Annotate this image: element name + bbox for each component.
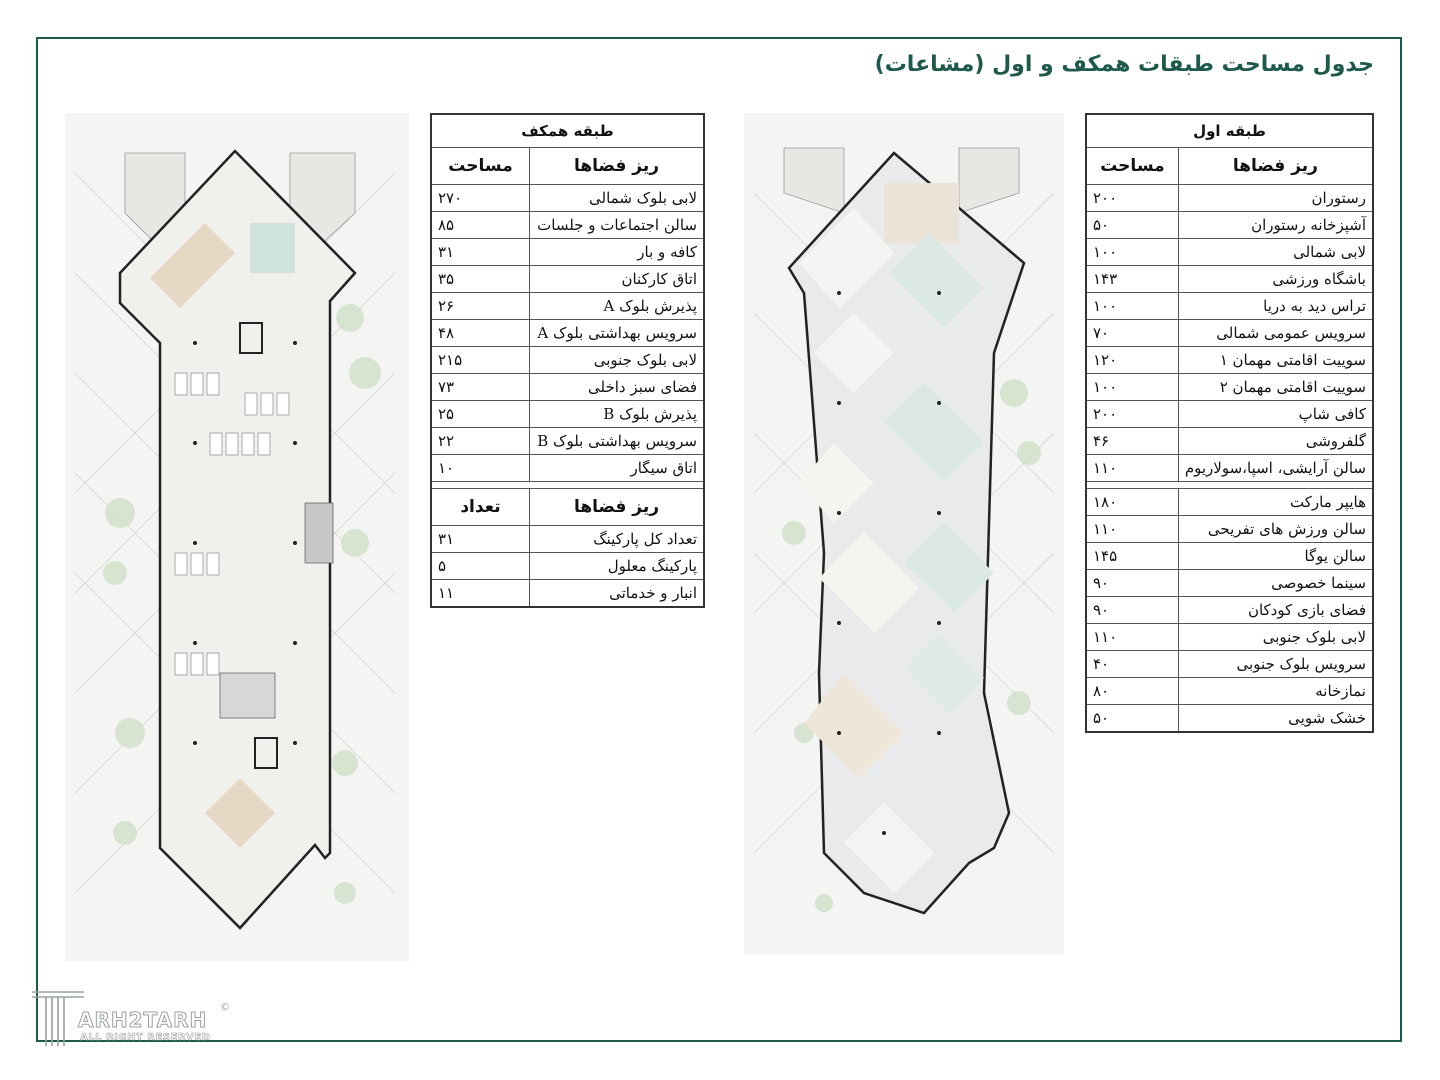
area-cell: ۴۶ <box>1086 428 1178 455</box>
area-cell: ۷۳ <box>431 374 530 401</box>
table-row <box>1086 293 1373 320</box>
area-cell: ۱۰۰ <box>1086 374 1178 401</box>
count-cell: ۱۱ <box>431 580 530 608</box>
space-name-cell: تعداد کل پارکینگ <box>530 526 705 553</box>
area-cell: ۵۰ <box>1086 705 1178 733</box>
area-cell: ۴۸ <box>431 320 530 347</box>
parking-row <box>431 553 704 580</box>
tarh2tarh-logo <box>28 988 238 1054</box>
table-row <box>1086 678 1373 705</box>
first-floor-caption: طبقه اول <box>1086 114 1373 148</box>
space-name-cell: سالن ورزش های تفریحی <box>1178 516 1373 543</box>
area-cell: ۹۰ <box>1086 597 1178 624</box>
table-row <box>1086 570 1373 597</box>
table-row <box>1086 212 1373 239</box>
space-name-cell: لابی بلوک جنوبی <box>1178 624 1373 651</box>
ground-floor-plan <box>65 113 409 961</box>
table-row <box>431 239 704 266</box>
space-name-cell: پارکینگ معلول <box>530 553 705 580</box>
space-name-cell: سرویس بلوک جنوبی <box>1178 651 1373 678</box>
area-cell: ۱۱۰ <box>1086 516 1178 543</box>
space-name-cell: فضای بازی کودکان <box>1178 597 1373 624</box>
parking-row <box>431 580 704 608</box>
area-cell: ۱۰ <box>431 455 530 482</box>
area-cell: ۸۵ <box>431 212 530 239</box>
table-row <box>1086 401 1373 428</box>
table-row <box>431 347 704 374</box>
space-name-cell: اتاق سیگار <box>530 455 705 482</box>
area-cell: ۸۰ <box>1086 678 1178 705</box>
table-row <box>1086 624 1373 651</box>
area-cell: ۲۷۰ <box>431 185 530 212</box>
first-floor-plan <box>744 113 1064 955</box>
space-name-cell: کافی شاپ <box>1178 401 1373 428</box>
area-cell: ۱۰۰ <box>1086 293 1178 320</box>
area-cell: ۵۰ <box>1086 212 1178 239</box>
space-name-cell: سینما خصوصی <box>1178 570 1373 597</box>
space-name-cell: آشپزخانه رستوران <box>1178 212 1373 239</box>
table-row <box>431 293 704 320</box>
area-cell: ۲۰۰ <box>1086 185 1178 212</box>
space-name-cell: اتاق کارکنان <box>530 266 705 293</box>
area-cell: ۲۱۵ <box>431 347 530 374</box>
space-name-cell: کافه و بار <box>530 239 705 266</box>
space-name-cell: رستوران <box>1178 185 1373 212</box>
ground-floor-caption: طبقه همکف <box>431 114 704 148</box>
table-row <box>431 266 704 293</box>
space-name-cell: سالن یوگا <box>1178 543 1373 570</box>
space-name-cell: فضای سبز داخلی <box>530 374 705 401</box>
table-row <box>1086 374 1373 401</box>
space-name-cell: لابی شمالی <box>1178 239 1373 266</box>
space-name-cell: سالن آرایشی، اسپا،سولاریوم <box>1178 455 1373 482</box>
area-cell: ۷۰ <box>1086 320 1178 347</box>
ground-floor-area-table <box>430 113 705 608</box>
area-cell: ۲۰۰ <box>1086 401 1178 428</box>
area-cell: ۱۸۰ <box>1086 489 1178 516</box>
table-row <box>1086 705 1373 733</box>
table-row <box>431 320 704 347</box>
area-cell: ۴۰ <box>1086 651 1178 678</box>
table-row <box>431 185 704 212</box>
col-area-header: مساحت <box>1086 148 1178 185</box>
space-name-cell: سالن اجتماعات و جلسات <box>530 212 705 239</box>
logo-subtext: ALL RIGHT RESERVED <box>80 1032 211 1043</box>
table-row <box>1086 543 1373 570</box>
count-cell: ۳۱ <box>431 526 530 553</box>
space-name-cell: سرویس بهداشتی بلوک B <box>530 428 705 455</box>
table-row <box>431 374 704 401</box>
table-gap <box>1086 482 1373 489</box>
space-name-cell: پذیرش بلوک B <box>530 401 705 428</box>
area-cell: ۹۰ <box>1086 570 1178 597</box>
area-cell: ۳۱ <box>431 239 530 266</box>
space-name-cell: لابی بلوک شمالی <box>530 185 705 212</box>
table-row <box>1086 455 1373 482</box>
col-name-header: ریز فضاها <box>530 148 705 185</box>
table-row <box>1086 597 1373 624</box>
space-name-cell: سوییت اقامتی مهمان ۲ <box>1178 374 1373 401</box>
copyright-mark: © <box>220 1002 230 1013</box>
col-name-header: ریز فضاها <box>1178 148 1373 185</box>
table-row <box>1086 516 1373 543</box>
table-row <box>431 212 704 239</box>
page-title: جدول مساحت طبقات همکف و اول (مشاعات) <box>874 52 1374 77</box>
space-name-cell: باشگاه ورزشی <box>1178 266 1373 293</box>
table-row <box>1086 239 1373 266</box>
table-row <box>431 455 704 482</box>
table-row <box>1086 347 1373 374</box>
area-cell: ۱۱۰ <box>1086 624 1178 651</box>
area-cell: ۲۵ <box>431 401 530 428</box>
table-row <box>1086 651 1373 678</box>
space-name-cell: خشک شویی <box>1178 705 1373 733</box>
area-cell: ۲۲ <box>431 428 530 455</box>
table-row <box>1086 320 1373 347</box>
space-name-cell: هایپر مارکت <box>1178 489 1373 516</box>
table-row <box>431 401 704 428</box>
area-cell: ۱۰۰ <box>1086 239 1178 266</box>
space-name-cell: لابی بلوک جنوبی <box>530 347 705 374</box>
space-name-cell: سرویس عمومی شمالی <box>1178 320 1373 347</box>
table-row <box>1086 266 1373 293</box>
space-name-cell: نمازخانه <box>1178 678 1373 705</box>
space-name-cell: سرویس بهداشتی بلوک A <box>530 320 705 347</box>
space-name-cell: انبار و خدماتی <box>530 580 705 608</box>
area-cell: ۲۶ <box>431 293 530 320</box>
area-cell: ۱۱۰ <box>1086 455 1178 482</box>
space-name-cell: گلفروشی <box>1178 428 1373 455</box>
parking-col-count-header: تعداد <box>431 489 530 526</box>
table-row <box>1086 489 1373 516</box>
table-row <box>431 428 704 455</box>
parking-row <box>431 526 704 553</box>
space-name-cell: پذیرش بلوک A <box>530 293 705 320</box>
parking-col-name-header: ریز فضاها <box>530 489 705 526</box>
area-cell: ۱۴۳ <box>1086 266 1178 293</box>
area-cell: ۳۵ <box>431 266 530 293</box>
table-row <box>1086 185 1373 212</box>
count-cell: ۵ <box>431 553 530 580</box>
logo-text: ARH2TARH <box>78 1008 208 1032</box>
area-cell: ۱۲۰ <box>1086 347 1178 374</box>
first-floor-area-table <box>1085 113 1374 733</box>
col-area-header: مساحت <box>431 148 530 185</box>
area-cell: ۱۴۵ <box>1086 543 1178 570</box>
table-gap <box>431 482 704 489</box>
space-name-cell: تراس دید به دریا <box>1178 293 1373 320</box>
table-row <box>1086 428 1373 455</box>
space-name-cell: سوییت اقامتی مهمان ۱ <box>1178 347 1373 374</box>
